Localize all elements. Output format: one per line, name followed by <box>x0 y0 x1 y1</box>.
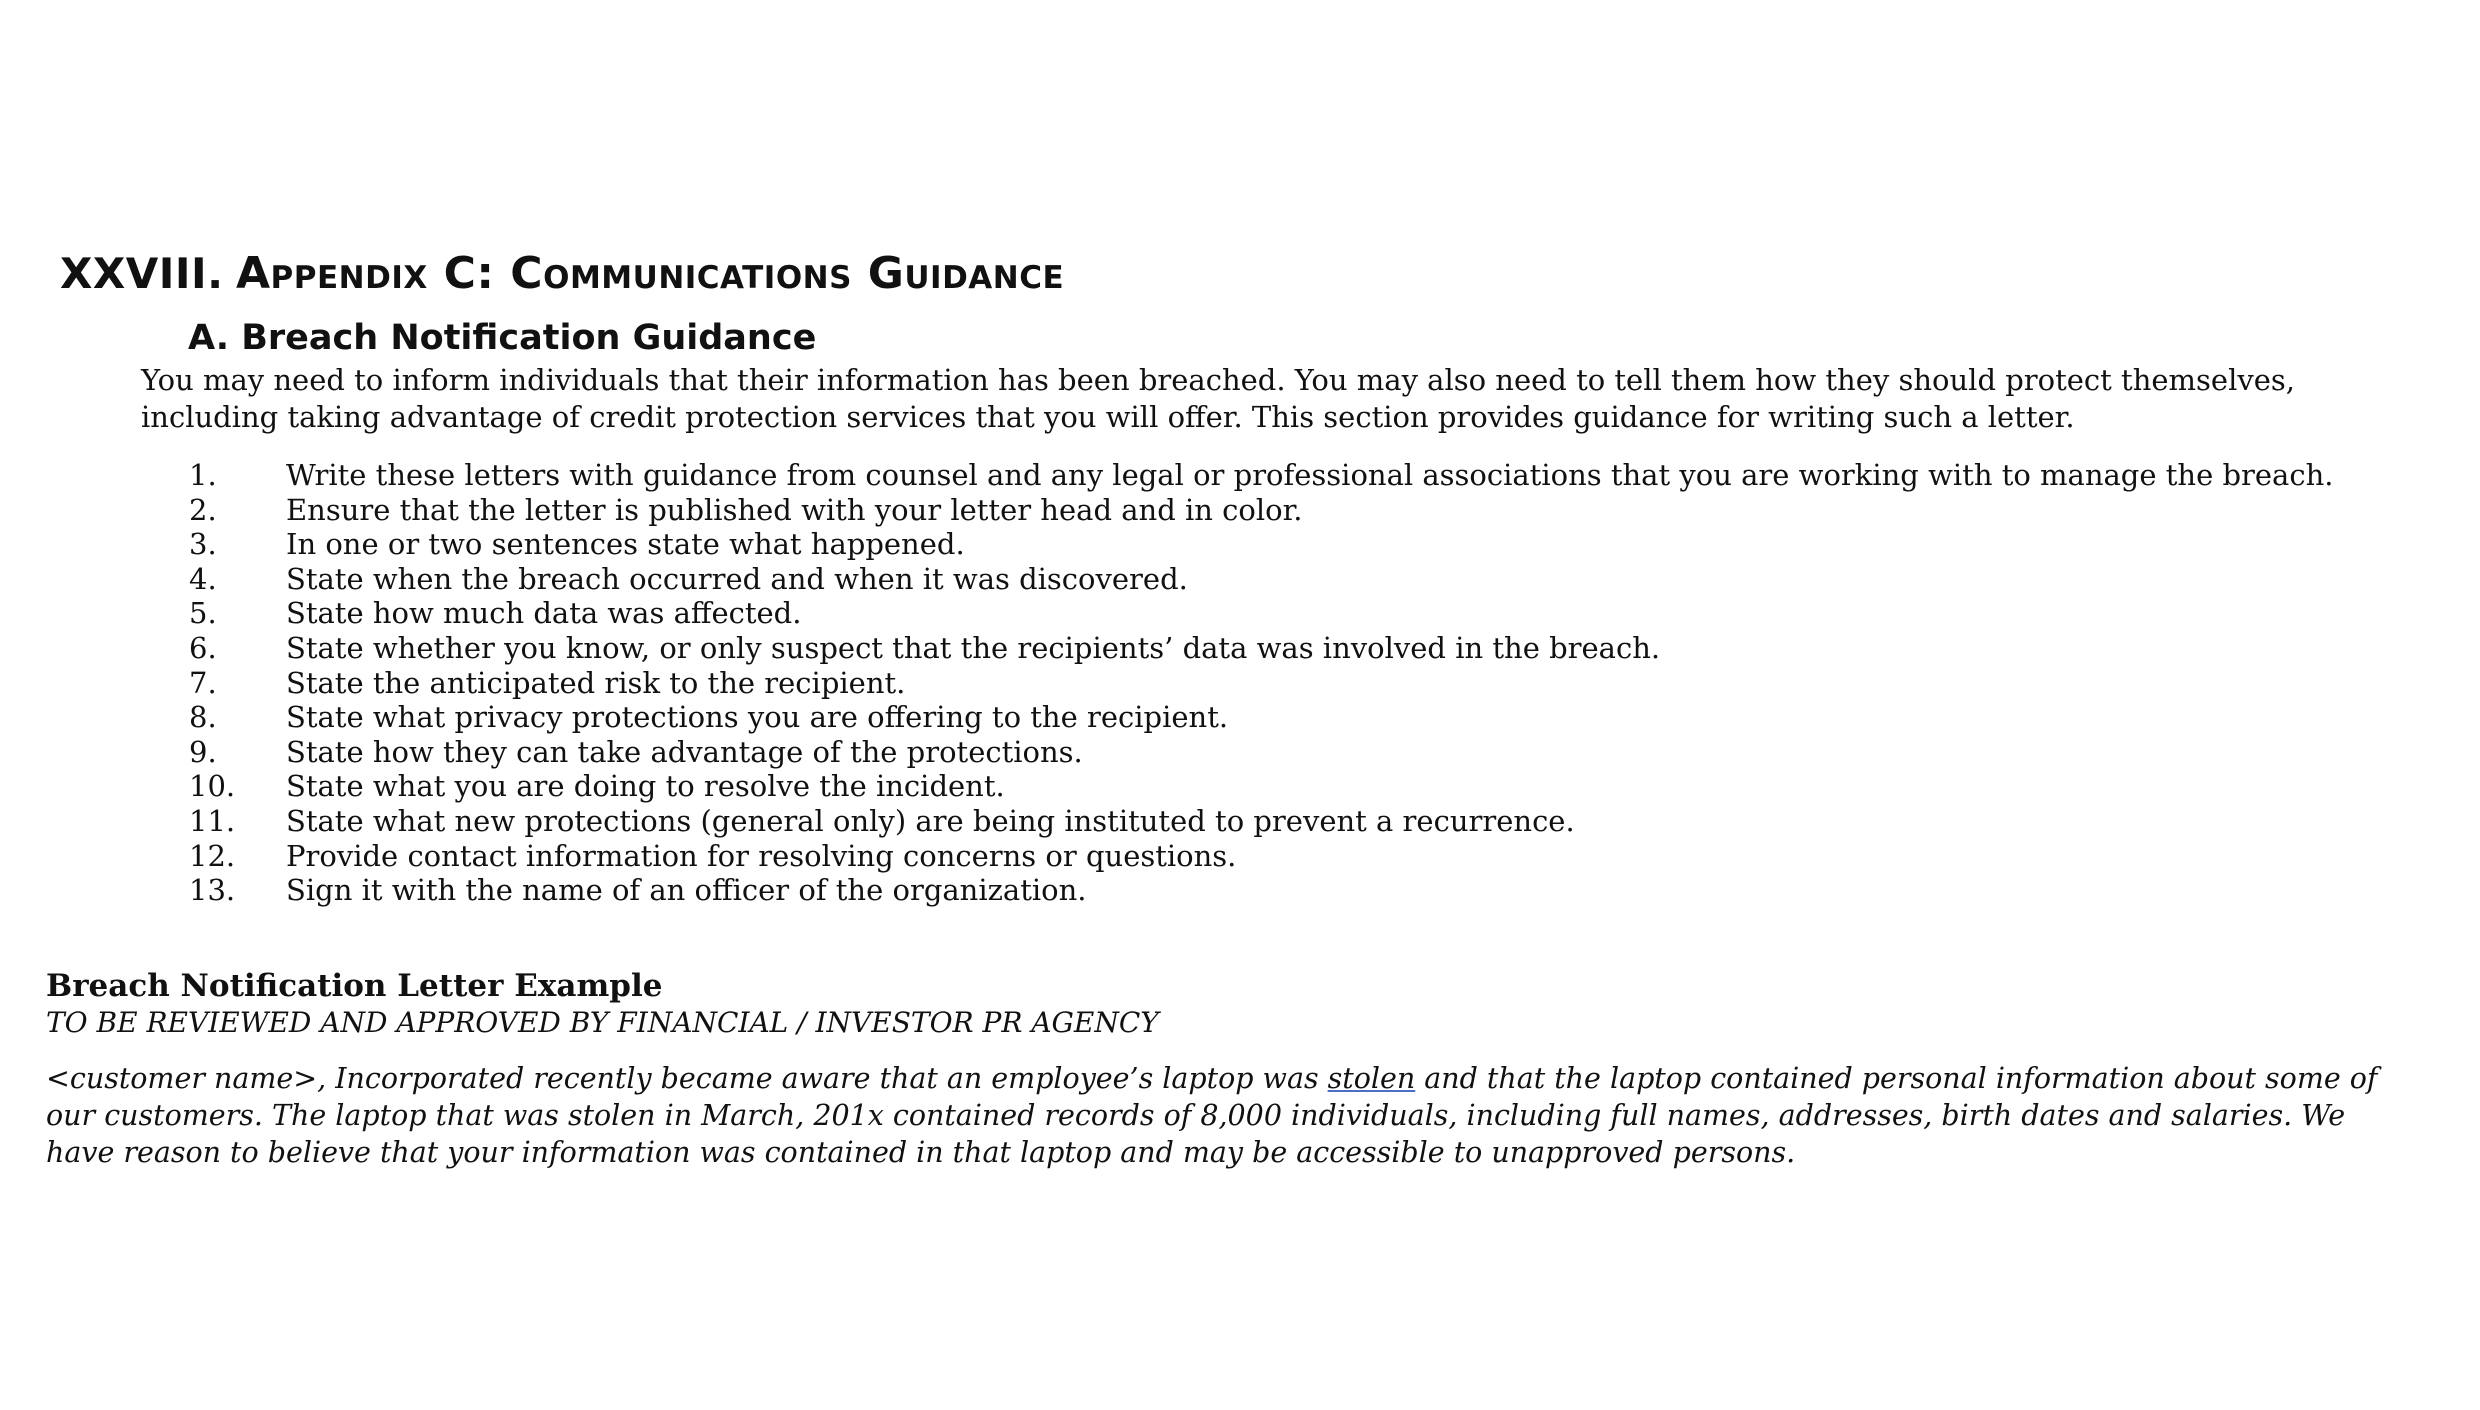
example-letter-body <box>46 1060 2386 1171</box>
intro-paragraph: You may need to inform individuals that their information has been breached. You may also need to tell them how they should protect themselves, including taking advantage of credit protection services that you will offer. This section provides guidance for writing such a letter. <box>141 363 2296 434</box>
guidance-step <box>189 493 2333 528</box>
subsection-heading: A. Breach Notification Guidance <box>188 318 817 358</box>
example-review-note: TO BE REVIEWED AND APPROVED BY FINANCIAL / INVESTOR PR AGENCY <box>46 1006 1159 1039</box>
section-number: XXVIII. <box>60 249 224 298</box>
step-text: State how much data was affected. <box>286 596 802 631</box>
step-text: State what privacy protections you are offering to the recipient. <box>286 700 1229 735</box>
guidance-step <box>189 631 2333 666</box>
step-number: 6. <box>189 630 217 665</box>
guidance-step <box>189 839 2333 874</box>
guidance-steps-list <box>189 458 2333 908</box>
step-text: Sign it with the name of an officer of the organization. <box>286 873 1087 908</box>
guidance-step <box>189 596 2333 631</box>
section-heading <box>60 248 1064 299</box>
guidance-step <box>189 562 2333 597</box>
example-body-linked-word[interactable]: stolen <box>1327 1062 1416 1095</box>
step-number: 11. <box>189 803 236 838</box>
guidance-step <box>189 527 2333 562</box>
example-body-text: and that the laptop contained personal information about some of our customers. The laptop that was stolen in March, 201x contained records of 8,000 individuals, including full names, addresses, birth dates and salaries. We have reason to believe that your information was contained in that laptop and may be accessible to unapproved persons. <box>46 1062 2378 1169</box>
guidance-step <box>189 666 2333 701</box>
section-title: Appendix C: Communications Guidance <box>236 248 1065 299</box>
guidance-step <box>189 804 2333 839</box>
step-text: Provide contact information for resolving concerns or questions. <box>286 838 1237 873</box>
step-number: 3. <box>189 527 217 562</box>
step-number: 1. <box>189 458 217 492</box>
step-number: 13. <box>189 873 236 908</box>
step-text: State whether you know, or only suspect that the recipients’ data was involved in the breach. <box>286 630 1661 665</box>
step-number: 9. <box>189 734 217 769</box>
step-number: 5. <box>189 596 217 631</box>
guidance-step <box>189 735 2333 770</box>
example-body-text: <customer name>, Incorporated recently became aware that an employee’s laptop was <box>46 1062 1328 1095</box>
guidance-step <box>189 769 2333 804</box>
step-text: State what you are doing to resolve the incident. <box>286 769 1005 804</box>
step-text: Ensure that the letter is published with your letter head and in color. <box>286 492 1303 527</box>
step-number: 2. <box>189 492 217 527</box>
guidance-step <box>189 873 2333 908</box>
step-text: In one or two sentences state what happened. <box>286 527 965 562</box>
step-number: 10. <box>189 769 236 804</box>
step-number: 7. <box>189 665 217 700</box>
guidance-step <box>189 700 2333 735</box>
step-text: Write these letters with guidance from counsel and any legal or professional associations that you are working with to manage the breach. <box>286 458 2334 492</box>
step-text: State the anticipated risk to the recipient. <box>286 665 906 700</box>
guidance-step <box>189 458 2333 493</box>
step-text: State how they can take advantage of the protections. <box>286 734 1083 769</box>
step-text: State when the breach occurred and when it was discovered. <box>286 561 1188 596</box>
step-number: 8. <box>189 700 217 735</box>
example-title: Breach Notification Letter Example <box>46 968 663 1004</box>
step-number: 4. <box>189 561 217 596</box>
step-text: State what new protections (general only) are being instituted to prevent a recurrence. <box>286 803 1575 838</box>
step-number: 12. <box>189 838 236 873</box>
